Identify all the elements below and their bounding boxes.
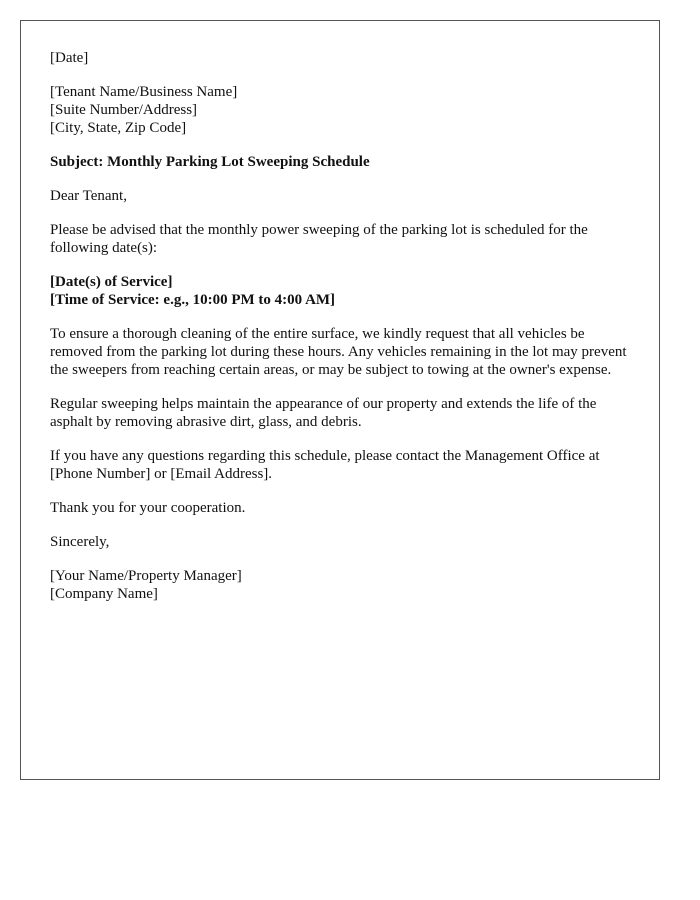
letter-content bbox=[50, 49, 640, 619]
signature-name: [Your Name/Property Manager] bbox=[50, 568, 242, 584]
salutation: Dear Tenant, bbox=[50, 188, 127, 204]
recipient-city-state-zip: [City, State, Zip Code] bbox=[50, 120, 187, 136]
date-line: [Date] bbox=[50, 50, 89, 66]
recipient-address: [Suite Number/Address] bbox=[50, 102, 198, 118]
letter-page bbox=[20, 20, 660, 780]
signature-company: [Company Name] bbox=[50, 586, 158, 602]
contact-paragraph: If you have any questions regarding this schedule, please contact the Management Office at [Phone Number] or [Email Address]. bbox=[50, 448, 600, 482]
subject-text: Subject: Monthly Parking Lot Sweeping Schedule bbox=[50, 154, 370, 170]
thanks-line: Thank you for your cooperation. bbox=[50, 500, 246, 516]
letter-date bbox=[50, 49, 640, 67]
benefits-paragraph: Regular sweeping helps maintain the appearance of our property and extends the life of the asphalt by removing abrasive dirt, glass, and debris. bbox=[50, 396, 597, 430]
signature-block bbox=[50, 567, 640, 603]
recipient-name: [Tenant Name/Business Name] bbox=[50, 84, 238, 100]
closing-line: Sincerely, bbox=[50, 534, 110, 550]
subject-line bbox=[50, 153, 640, 171]
service-time: [Time of Service: e.g., 10:00 PM to 4:00 AM] bbox=[50, 292, 336, 308]
vehicles-paragraph: To ensure a thorough cleaning of the entire surface, we kindly request that all vehicles be removed from the parking lot during these hours. Any vehicles remaining in the lot may prevent the sweepers from reaching certain areas, or may be subject to towing at the owner's expense. bbox=[50, 326, 627, 378]
service-dates: [Date(s) of Service] bbox=[50, 274, 173, 290]
service-block bbox=[50, 273, 640, 309]
recipient-block bbox=[50, 83, 640, 137]
intro-paragraph: Please be advised that the monthly power sweeping of the parking lot is scheduled for the following date(s): bbox=[50, 222, 588, 256]
